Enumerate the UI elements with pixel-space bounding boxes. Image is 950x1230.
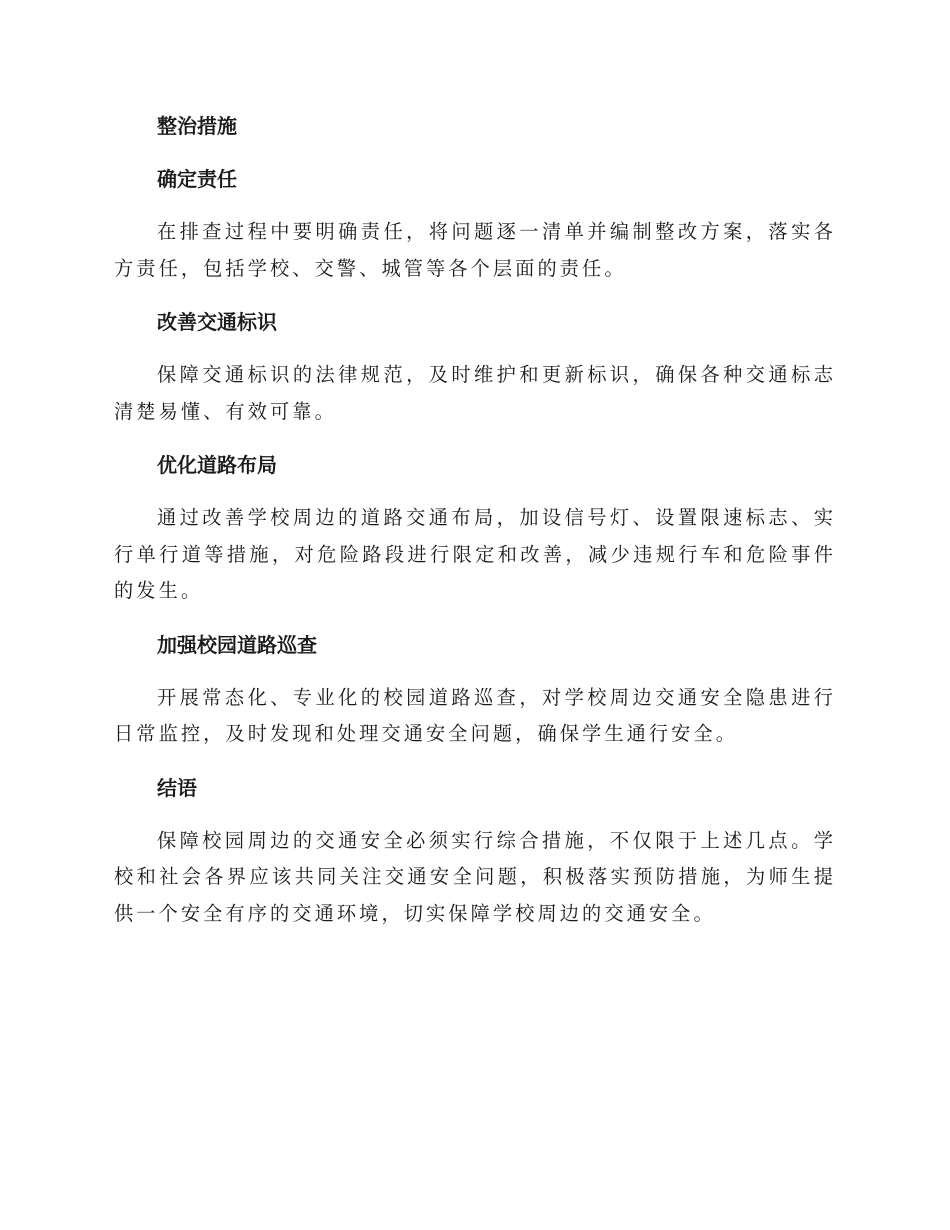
- section-heading-responsibility: 确定责任: [157, 167, 237, 191]
- section-heading-measures: 整治措施: [157, 114, 237, 138]
- section-paragraph-road-layout: 通过改善学校周边的道路交通布局，加设信号灯、设置限速标志、实行单行道等措施，对危险路段进行限定和改善，减少违规行车和危险事件的发生。: [114, 506, 836, 602]
- section-heading-conclusion: 结语: [157, 775, 197, 800]
- section-paragraph-responsibility: 在排查过程中要明确责任，将问题逐一清单并编制整改方案，落实各方责任，包括学校、交警、城管等各个层面的责任。: [114, 220, 836, 280]
- section-paragraph-conclusion: 保障校园周边的交通安全必须实行综合措施，不仅限于上述几点。学校和社会各界应该共同关注交通安全问题，积极落实预防措施，为师生提供一个安全有序的交通环境，切实保障学校周边的交通安全。: [114, 828, 836, 925]
- section-heading-traffic-signs: 改善交通标识: [157, 310, 277, 334]
- section-heading-road-layout: 优化道路布局: [157, 453, 277, 477]
- section-paragraph-patrol: 开展常态化、专业化的校园道路巡查，对学校周边交通安全隐患进行日常监控，及时发现和处理交通安全问题，确保学生通行安全。: [114, 685, 836, 745]
- section-paragraph-traffic-signs: 保障交通标识的法律规范，及时维护和更新标识，确保各种交通标志清楚易懂、有效可靠。: [114, 363, 836, 423]
- section-heading-patrol: 加强校园道路巡查: [157, 632, 317, 657]
- document-body: [114, 108, 836, 949]
